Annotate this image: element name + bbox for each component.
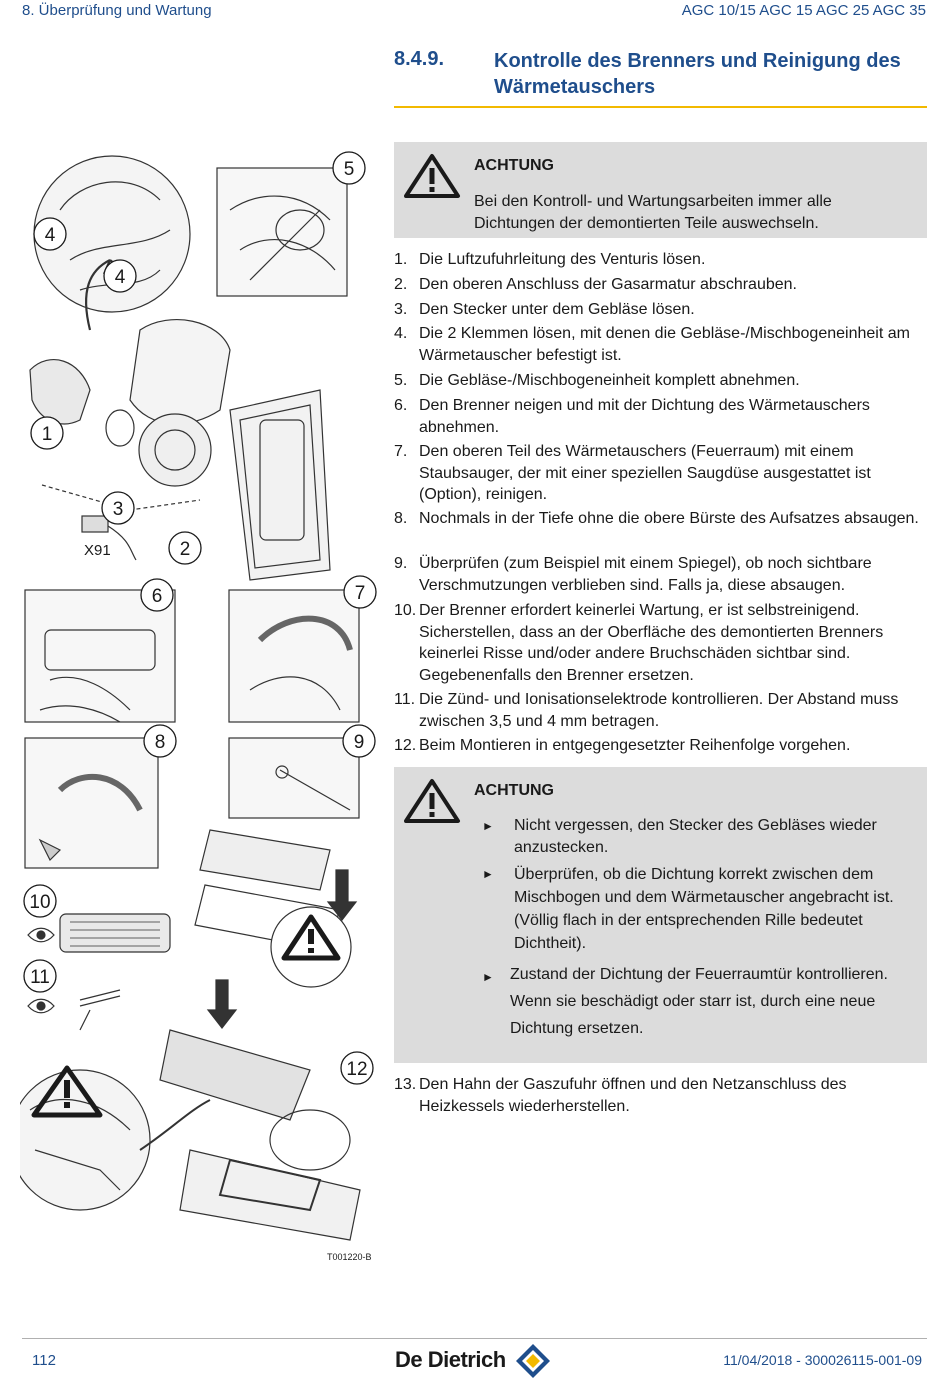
callout-number: 9	[353, 732, 365, 753]
warning-heading: ACHTUNG	[474, 157, 554, 174]
header-chapter: 8. Überprüfung und Wartung	[22, 2, 212, 19]
header-models: AGC 10/15 AGC 15 AGC 25 AGC 35	[681, 2, 926, 19]
callout-number: 8	[154, 732, 166, 753]
figure-code: T001220-B	[327, 1252, 372, 1262]
warning-text: Bei den Kontroll- und Wartungsarbeiten immer alle Dichtungen der demontierten Teile auswechseln.	[474, 193, 832, 232]
panel-7	[229, 590, 359, 722]
brand-logo: De Dietrich	[395, 1343, 555, 1377]
callout-number: 10	[29, 892, 51, 913]
eye-icon	[28, 928, 54, 942]
callout-number: 2	[179, 539, 191, 560]
bullet-arrow-icon: ►	[482, 970, 494, 984]
callout-number: 12	[346, 1059, 368, 1080]
section-title: Kontrolle des Brenners und Reinigung des Wärmetauschers	[494, 50, 901, 98]
connector-label: X91	[84, 542, 111, 559]
callout-number: 4	[44, 225, 56, 246]
callout-number: 4	[114, 267, 126, 288]
callout-number: 5	[343, 159, 355, 180]
page-number: 112	[32, 1352, 56, 1369]
maintenance-illustration	[20, 150, 380, 1250]
warning-box-2: ACHTUNG ► Nicht vergessen, den Stecker des Gebläses wieder anzustecken. ► Überprüfen, ob die Dichtung korrekt zwischen dem Mischbogen und dem Wärmetauscher angebracht ist. (Völlig flach in der entsprechenden Rille bedeutet Dichtheit). ► Zustand der Dichtung der Feuerraumtür kontrollieren. Wenn sie beschädigt oder starr ist, durch eine neue Dichtung ersetzen.	[394, 767, 927, 1063]
warning-triangle-icon	[402, 777, 462, 825]
callout-number: 6	[151, 586, 163, 607]
warning-triangle-icon	[402, 152, 462, 200]
bullet-arrow-icon: ►	[482, 867, 494, 881]
callout-number: 3	[112, 499, 124, 520]
eye-icon	[28, 999, 54, 1013]
bullet-arrow-icon: ►	[482, 819, 494, 833]
section-number: 8.4.9.	[394, 48, 445, 70]
footer-divider	[22, 1338, 927, 1339]
callout-number: 1	[41, 424, 53, 445]
section-divider	[394, 106, 927, 108]
warning-box-1	[394, 142, 927, 238]
panel-5	[217, 168, 347, 296]
document-reference: 11/04/2018 - 300026115-001-09	[723, 1352, 922, 1368]
callout-number: 7	[354, 583, 366, 604]
brand-diamond-icon	[515, 1343, 551, 1379]
callout-number: 11	[30, 967, 50, 988]
warning-heading: ACHTUNG	[474, 782, 554, 799]
